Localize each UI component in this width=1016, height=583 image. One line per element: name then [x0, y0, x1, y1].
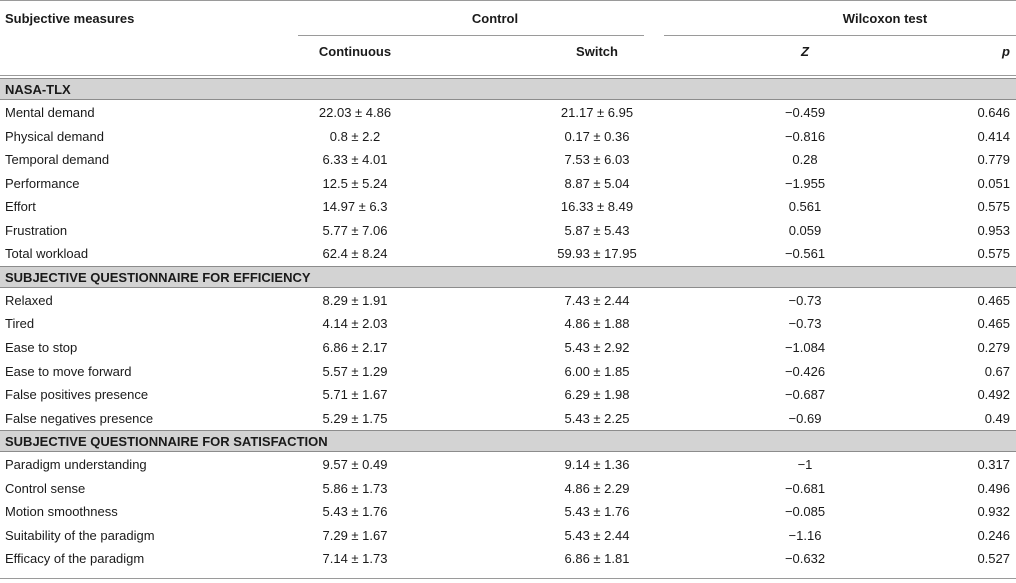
- switch-value: 6.00 ± 1.85: [564, 364, 630, 379]
- table-row: [0, 407, 1016, 430]
- continuous-value: 5.86 ± 1.73: [322, 481, 388, 496]
- row-label: Ease to move forward: [5, 364, 132, 379]
- p-value: 0.527: [977, 551, 1010, 566]
- switch-value: 16.33 ± 8.49: [560, 199, 634, 214]
- p-value: 0.932: [977, 504, 1010, 519]
- z-value: −0.561: [784, 246, 826, 261]
- z-value: −0.73: [788, 293, 822, 308]
- switch-value: 5.43 ± 2.25: [564, 411, 630, 426]
- table-row: [0, 383, 1016, 406]
- switch-value: 8.87 ± 5.04: [564, 176, 630, 191]
- z-value: −0.816: [784, 129, 826, 144]
- continuous-value: 5.57 ± 1.29: [322, 364, 388, 379]
- z-value: −1.16: [788, 528, 822, 543]
- header-wilcoxon: Wilcoxon test: [842, 11, 928, 26]
- switch-value: 59.93 ± 17.95: [557, 246, 637, 261]
- p-value: 0.051: [977, 176, 1010, 191]
- p-value: 0.465: [977, 316, 1010, 331]
- switch-value: 6.29 ± 1.98: [564, 387, 630, 402]
- control-group-rule: [298, 35, 644, 36]
- header-subjective-measures: Subjective measures: [5, 11, 135, 26]
- table-row: [0, 172, 1016, 195]
- switch-value: 7.43 ± 2.44: [564, 293, 630, 308]
- switch-value: 5.43 ± 2.92: [564, 340, 630, 355]
- z-value: −0.681: [784, 481, 826, 496]
- z-value: −1.084: [784, 340, 826, 355]
- table-row: [0, 195, 1016, 218]
- row-label: Control sense: [5, 481, 86, 496]
- row-label: Effort: [5, 199, 36, 214]
- continuous-value: 5.77 ± 7.06: [322, 223, 388, 238]
- table-row: [0, 101, 1016, 124]
- z-value: −0.426: [784, 364, 826, 379]
- z-value: −0.085: [784, 504, 826, 519]
- header-rule: [0, 75, 1016, 76]
- header-z: Z: [801, 44, 809, 59]
- row-label: Paradigm understanding: [5, 457, 147, 472]
- table-row: [0, 289, 1016, 312]
- table-row: [0, 336, 1016, 359]
- switch-value: 5.43 ± 1.76: [564, 504, 630, 519]
- row-label: Frustration: [5, 223, 68, 238]
- section-title: NASA-TLX: [5, 82, 71, 97]
- row-label: False negatives presence: [5, 411, 154, 426]
- continuous-value: 5.29 ± 1.75: [322, 411, 388, 426]
- header-continuous: Continuous: [318, 44, 392, 59]
- continuous-value: 6.86 ± 2.17: [322, 340, 388, 355]
- switch-value: 6.86 ± 1.81: [564, 551, 630, 566]
- z-value: −0.687: [784, 387, 826, 402]
- z-value: −0.459: [784, 105, 826, 120]
- table-row: [0, 360, 1016, 383]
- continuous-value: 5.71 ± 1.67: [322, 387, 388, 402]
- p-value: 0.492: [977, 387, 1010, 402]
- p-value: 0.67: [984, 364, 1010, 379]
- p-value: 0.317: [977, 457, 1010, 472]
- row-label: Efficacy of the paradigm: [5, 551, 145, 566]
- switch-value: 21.17 ± 6.95: [560, 105, 634, 120]
- switch-value: 5.87 ± 5.43: [564, 223, 630, 238]
- z-value: −0.73: [788, 316, 822, 331]
- row-label: Total workload: [5, 246, 89, 261]
- header-control: Control: [471, 11, 519, 26]
- switch-value: 5.43 ± 2.44: [564, 528, 630, 543]
- section-title: SUBJECTIVE QUESTIONNAIRE FOR SATISFACTION: [5, 434, 328, 450]
- section-title: SUBJECTIVE QUESTIONNAIRE FOR EFFICIENCY: [5, 269, 311, 285]
- switch-value: 4.86 ± 2.29: [564, 481, 630, 496]
- continuous-value: 8.29 ± 1.91: [322, 293, 388, 308]
- continuous-value: 9.57 ± 0.49: [322, 457, 388, 472]
- row-label: Temporal demand: [5, 152, 110, 167]
- continuous-value: 14.97 ± 6.3: [322, 199, 388, 214]
- p-value: 0.575: [977, 199, 1010, 214]
- switch-value: 0.17 ± 0.36: [564, 129, 630, 144]
- continuous-value: 22.03 ± 4.86: [318, 105, 392, 120]
- continuous-value: 0.8 ± 2.2: [329, 129, 381, 144]
- z-value: −0.69: [788, 411, 822, 426]
- table-row: [0, 148, 1016, 171]
- p-value: 0.279: [977, 340, 1010, 355]
- p-value: 0.246: [977, 528, 1010, 543]
- section-header: [0, 78, 1016, 100]
- z-value: 0.561: [788, 199, 822, 214]
- table-top-rule: [0, 0, 1016, 1]
- p-value: 0.496: [977, 481, 1010, 496]
- row-label: Mental demand: [5, 105, 95, 120]
- continuous-value: 5.43 ± 1.76: [322, 504, 388, 519]
- row-label: Tired: [5, 316, 35, 331]
- section-header: [0, 430, 1016, 452]
- row-label: False positives presence: [5, 387, 149, 402]
- header-switch: Switch: [576, 44, 618, 59]
- p-value: 0.49: [984, 411, 1010, 426]
- row-label: Suitability of the paradigm: [5, 528, 155, 543]
- p-value: 0.465: [977, 293, 1010, 308]
- table-row: [0, 125, 1016, 148]
- switch-value: 7.53 ± 6.03: [564, 152, 630, 167]
- row-label: Ease to stop: [5, 340, 78, 355]
- table-row: [0, 500, 1016, 523]
- p-value: 0.953: [977, 223, 1010, 238]
- wilcoxon-group-rule: [664, 35, 1016, 36]
- continuous-value: 12.5 ± 5.24: [322, 176, 388, 191]
- switch-value: 9.14 ± 1.36: [564, 457, 630, 472]
- z-value: −0.632: [784, 551, 826, 566]
- table-row: [0, 524, 1016, 547]
- table-row: [0, 312, 1016, 335]
- continuous-value: 4.14 ± 2.03: [322, 316, 388, 331]
- table-row: [0, 242, 1016, 265]
- z-value: −1.955: [784, 176, 826, 191]
- row-label: Physical demand: [5, 129, 104, 144]
- table-row: [0, 477, 1016, 500]
- p-value: 0.646: [977, 105, 1010, 120]
- continuous-value: 7.29 ± 1.67: [322, 528, 388, 543]
- header-p: p: [1002, 44, 1010, 59]
- continuous-value: 6.33 ± 4.01: [322, 152, 388, 167]
- p-value: 0.779: [977, 152, 1010, 167]
- switch-value: 4.86 ± 1.88: [564, 316, 630, 331]
- continuous-value: 62.4 ± 8.24: [322, 246, 388, 261]
- z-value: 0.059: [788, 223, 822, 238]
- z-value: 0.28: [792, 152, 818, 167]
- row-label: Relaxed: [5, 293, 53, 308]
- p-value: 0.414: [977, 129, 1010, 144]
- section-header: [0, 266, 1016, 288]
- table-row: [0, 547, 1016, 570]
- p-value: 0.575: [977, 246, 1010, 261]
- row-label: Motion smoothness: [5, 504, 118, 519]
- continuous-value: 7.14 ± 1.73: [322, 551, 388, 566]
- table-row: [0, 219, 1016, 242]
- table-bottom-rule: [0, 578, 1016, 579]
- z-value: −1: [797, 457, 813, 472]
- row-label: Performance: [5, 176, 80, 191]
- table-row: [0, 453, 1016, 476]
